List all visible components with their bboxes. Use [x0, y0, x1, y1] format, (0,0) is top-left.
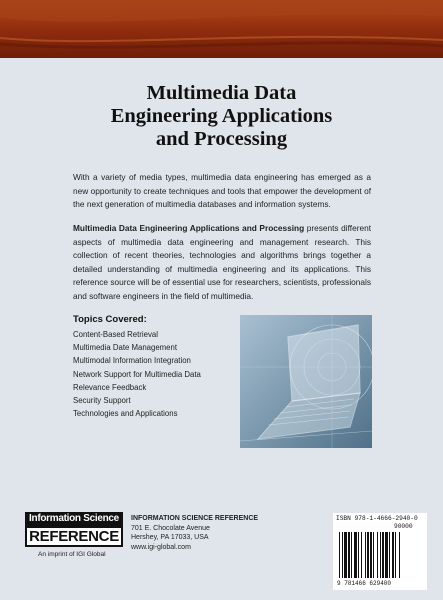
isbn-barcode-box — [333, 513, 427, 590]
book-title — [0, 82, 443, 151]
barcode-bar — [385, 532, 388, 578]
topic-item: Content-Based Retrieval — [73, 330, 158, 339]
barcode-bar — [354, 532, 357, 578]
price-code: 90000 — [394, 523, 413, 530]
barcode-bar — [373, 532, 374, 578]
title-line-1: Multimedia Data — [146, 82, 297, 104]
isbn-text: ISBN 978-1-4666-2940-0 — [336, 515, 418, 522]
publisher-logo — [25, 512, 123, 547]
barcode-bar — [389, 532, 390, 578]
publisher-website: www.igi-global.com — [131, 543, 191, 551]
barcode-bar — [351, 532, 352, 578]
topic-item: Multimodal Information Integration — [73, 356, 191, 366]
publisher-address-line-2: Hershey, PA 17033, USA — [131, 534, 209, 541]
barcode-bar — [358, 532, 359, 578]
title-line-3: and Processing — [155, 128, 288, 150]
description-book-title: Multimedia Data Engineering Applications and Processing — [73, 223, 305, 233]
barcode-bar — [342, 532, 343, 578]
logo-line-2: REFERENCE — [25, 526, 123, 547]
topic-item: Network Support for Multimedia Data — [73, 369, 201, 379]
barcode-bar — [395, 532, 396, 578]
publisher-address — [131, 514, 258, 552]
intro-paragraph: With a variety of media types, multimedia data engineering has emerged as a new opportunity to create techniques and tools that empower the development of the next generation of multimedia databases and information systems. — [73, 172, 371, 210]
barcode-bar — [392, 532, 394, 578]
publisher-address-line-1: 701 E. Chocolate Avenue — [131, 524, 210, 532]
barcode-bar — [339, 532, 340, 578]
top-decorative-band — [0, 0, 443, 58]
barcode-bar — [380, 532, 381, 578]
topic-item: Multimedia Date Management — [73, 343, 178, 353]
barcode-bar — [348, 532, 350, 578]
description-text: presents different aspects of multimedia data engineering and management research. This collection of recent theories, technologies and algorithms brings together a detailed understanding of multimedia engineering and its applications. This reference source will be of essential use for researchers, scientists, professionals and software engineers in the field of multimedia. — [73, 223, 372, 301]
barcode-bar — [399, 532, 400, 578]
topics-heading: Topics Covered: — [73, 314, 147, 325]
logo-line-1: Information Science — [25, 512, 123, 526]
title-line-2: Engineering Applications — [110, 105, 333, 127]
topics-list — [73, 328, 201, 420]
topic-item: Security Support — [73, 396, 131, 406]
topic-item: Technologies and Applications — [73, 409, 178, 419]
barcode-bar — [365, 532, 366, 578]
barcode-number: 9 781466 629400 — [337, 580, 392, 587]
barcode-bar — [370, 532, 372, 578]
barcode-bar — [367, 532, 369, 578]
barcode-bar — [382, 532, 384, 578]
barcode-bar — [377, 532, 378, 578]
barcode-bar — [344, 532, 347, 578]
publisher-name: INFORMATION SCIENCE REFERENCE — [131, 515, 259, 522]
imprint-text: An imprint of IGI Global — [38, 551, 106, 558]
laptop-illustration-icon — [240, 315, 372, 448]
description-paragraph — [73, 222, 371, 304]
barcode-bar — [361, 532, 362, 578]
topic-item: Relevance Feedback — [73, 382, 147, 392]
barcode-icon — [339, 532, 421, 578]
